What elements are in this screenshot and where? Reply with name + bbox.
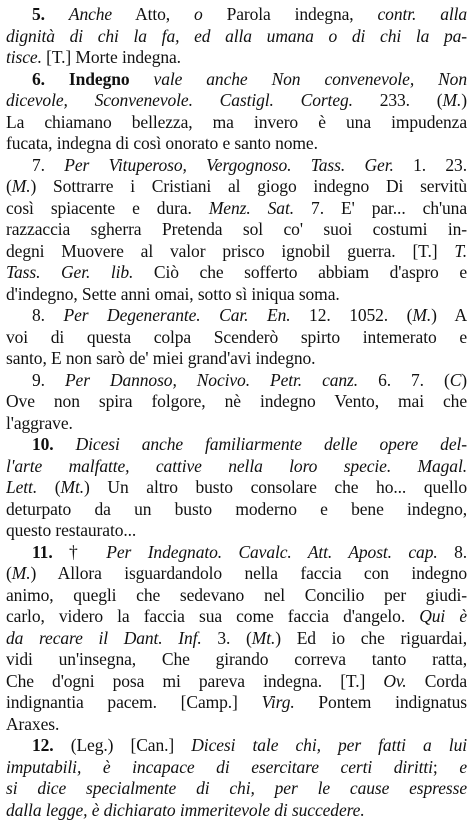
text-segment: 6. Indegno (32, 69, 130, 89)
text-segment: Pontem indignatus (295, 692, 467, 712)
text-line (6, 112, 467, 134)
text-segment: animo, quegli che sedevano nel Concilio per giudi- (6, 585, 467, 605)
text-segment: 8. (438, 542, 467, 562)
text-line (6, 520, 467, 542)
text-segment: dignità di chi la fa, ed alla umana o di chi la pa- (6, 26, 467, 46)
text-segment: M. (443, 90, 462, 110)
text-line (6, 456, 467, 478)
text-segment: [T.] Morte indegna. (42, 47, 181, 67)
text-line (6, 563, 467, 585)
text-line (6, 434, 467, 456)
text-segment: l'aggrave. (6, 413, 73, 433)
text-segment: ) A (431, 305, 467, 325)
text-segment: Per Degenerante. Car. En. (64, 305, 291, 325)
text-segment: Tass. Ger. lib. (6, 262, 133, 282)
text-segment: Dicesi tale chi, per fatti a lui (191, 735, 467, 755)
text-segment: Per Indegnato. Cavalc. Att. Apost. cap. (106, 542, 437, 562)
text-segment: Parola indegna, (203, 4, 378, 24)
text-line (6, 649, 467, 671)
text-line (6, 606, 467, 628)
text-segment: 5. (32, 4, 45, 24)
text-segment: da recare il Dant. Inf. (6, 628, 202, 648)
text-segment: carlo, videro la faccia sua come faccia d'angelo. (6, 606, 419, 626)
text-line (6, 413, 467, 435)
text-segment: ( (6, 563, 12, 583)
text-segment: tisce. (6, 47, 42, 67)
text-segment: Ov. (383, 671, 406, 691)
text-line (6, 370, 467, 392)
text-segment (130, 69, 154, 89)
text-line (6, 133, 467, 155)
text-segment: 10. (32, 434, 54, 454)
text-segment: santo, E non sarò de' miei grand'avi indegno. (6, 348, 315, 368)
text-segment (54, 434, 76, 454)
text-segment: 9. (32, 370, 65, 390)
text-segment: Corda (407, 671, 467, 691)
text-line (6, 542, 467, 564)
text-segment: Araxes. (6, 714, 59, 734)
text-segment: 1. 23. (394, 155, 467, 175)
text-segment: d'indegno, Sette anni omai, sotto sì iniqua soma. (6, 284, 340, 304)
text-segment: ) Un altro busto consolare che ho... quello (84, 477, 467, 497)
text-segment: La chiamano bellezza, ma invero è una impudenza (6, 112, 467, 132)
text-segment: Lett. (6, 477, 37, 497)
entry-text-body (6, 4, 467, 821)
text-segment: 3. ( (202, 628, 252, 648)
text-segment: fucata, indegna di così onorato e santo nome. (6, 133, 318, 153)
text-segment: così spiacente e dura. (6, 198, 209, 218)
text-segment: 8. (32, 305, 64, 325)
text-segment: questo restaurato... (6, 520, 136, 540)
text-segment: Che d'ogni posa mi pareva indegna. [T.] (6, 671, 383, 691)
text-line (6, 477, 467, 499)
text-segment: M. (412, 305, 431, 325)
text-segment: Anche (69, 4, 112, 24)
text-segment: † (53, 542, 107, 562)
text-line (6, 778, 467, 800)
text-line (6, 219, 467, 241)
text-line (6, 692, 467, 714)
text-segment: 7. (32, 155, 64, 175)
text-segment: Atto, (112, 4, 194, 24)
text-segment (45, 4, 69, 24)
text-segment: ) (461, 370, 467, 390)
text-line (6, 499, 467, 521)
text-segment: degni Muovere al valor prisco ignobil guerra. [T.] (6, 241, 454, 261)
text-segment: Mt. (61, 477, 85, 497)
text-segment: si dice specialmente di chi, per le cause espresse (6, 778, 467, 798)
text-segment: 12. 1052. ( (291, 305, 413, 325)
text-segment: ; (433, 757, 459, 777)
text-line (6, 284, 467, 306)
text-line (6, 348, 467, 370)
text-segment: vidi un'insegna, Che girando correva tanto ratta, (6, 649, 467, 669)
text-line (6, 90, 467, 112)
text-segment: Mt. (252, 628, 276, 648)
text-segment: ( (6, 176, 12, 196)
text-line (6, 262, 467, 284)
text-segment: ) Sottrarre i Cristiani al giogo indegno Di servitù (31, 176, 468, 196)
text-segment: Per Vituperoso, Vergognoso. Tass. Ger. (64, 155, 393, 175)
text-segment: Per Dannoso, Nocivo. Petr. canz. (65, 370, 358, 390)
text-segment: vale anche Non convenevole, Non (154, 69, 467, 89)
text-line (6, 391, 467, 413)
text-segment: Ciò che sofferto abbiam d'aspro e (133, 262, 467, 282)
text-line (6, 241, 467, 263)
text-line (6, 69, 467, 91)
text-segment: razzaccia sgherra Pretenda sol co' suoi costumi in- (6, 219, 467, 239)
text-segment: Qui è (419, 606, 467, 626)
text-line (6, 26, 467, 48)
text-line (6, 327, 467, 349)
text-segment: M. (12, 176, 31, 196)
text-segment: ) Allora isguardandolo nella faccia con indegno (31, 563, 468, 583)
text-segment: deturpato da un busto moderno e bene indegno, (6, 499, 467, 519)
text-segment: dalla legge, è dichiarato immeritevole di succedere. (6, 800, 365, 820)
text-segment: indignantia pacem. [Camp.] (6, 692, 262, 712)
text-segment: o (194, 4, 203, 24)
text-line (6, 671, 467, 693)
text-line (6, 4, 467, 26)
text-line (6, 47, 467, 69)
text-segment: l'arte malfatte, cattive nella loro specie. Magal. (6, 456, 467, 476)
text-line (6, 305, 467, 327)
text-segment: e (459, 757, 467, 777)
text-segment: (Leg.) [Can.] (54, 735, 192, 755)
text-segment: imputabili, è incapace di esercitare certi diritti (6, 757, 433, 777)
text-segment: M. (12, 563, 31, 583)
text-segment: 7. E' par... ch'una (294, 198, 467, 218)
text-line (6, 714, 467, 736)
text-segment: Virg. (262, 692, 295, 712)
text-line (6, 628, 467, 650)
text-segment: contr. alla (378, 4, 468, 24)
text-line (6, 198, 467, 220)
text-line (6, 735, 467, 757)
text-segment: Dicesi anche familiarmente delle opere del- (76, 434, 467, 454)
text-segment: C (450, 370, 462, 390)
text-segment: T. (454, 241, 467, 261)
text-line (6, 585, 467, 607)
text-segment: ) Ed io che riguardai, (275, 628, 467, 648)
text-segment: Menz. Sat. (209, 198, 294, 218)
text-line (6, 176, 467, 198)
text-line (6, 800, 467, 821)
text-segment: dicevole, Sconvenevole. Castigl. Corteg. (6, 90, 353, 110)
text-segment: voi di questa colpa Scenderò spirto intemerato e (6, 327, 467, 347)
text-segment: ( (37, 477, 60, 497)
text-segment: Ove non spira folgore, nè indegno Vento, mai che (6, 391, 467, 411)
text-line (6, 757, 467, 779)
text-segment: 11. (32, 542, 53, 562)
text-segment: 6. 7. ( (358, 370, 450, 390)
text-segment: 12. (32, 735, 54, 755)
text-segment: ) (461, 90, 467, 110)
text-segment: 233. ( (353, 90, 443, 110)
text-line (6, 155, 467, 177)
